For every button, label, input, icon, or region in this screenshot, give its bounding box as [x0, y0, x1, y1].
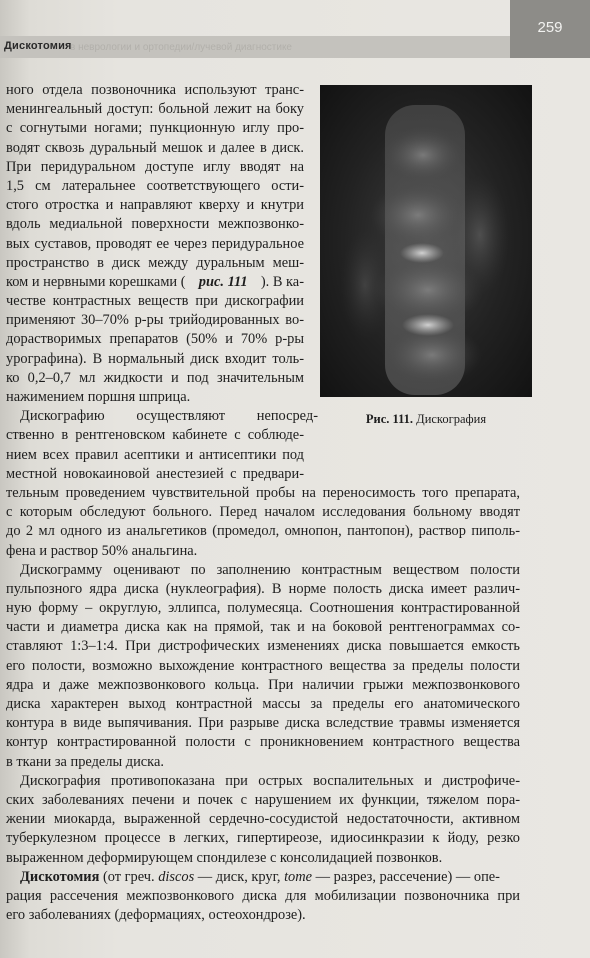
paragraph-5-definition — [6, 868, 520, 926]
text-line: его полости, возможно выхождение контрастного вещества за пределы полости — [6, 657, 520, 674]
text-line: пульпозного ядра диска (нуклеография). В норме полость диска имеет различ- — [6, 580, 520, 597]
paragraph-1 — [6, 81, 520, 407]
text-line: части и диаметра диска как на прямой, так и на боковой рентгенограммах со- — [6, 619, 520, 636]
text-line: 1,5 см латеральнее соответствующего ости- — [6, 177, 304, 194]
text-fragment: ). В ка- — [260, 273, 304, 290]
text-line: вдоль медиальной поверхности межпозвонко- — [6, 216, 304, 233]
text-line: диска характерен выход контрастной массы за пределы его анатомического — [6, 696, 520, 712]
definition-term-line — [20, 868, 500, 887]
text-line: его заболеваниях (деформациях, остеохондрозе). — [6, 907, 306, 924]
text-line: туберкулезном процессе в легких, гипертиреозе, идиосинкразии к йоду, резко — [6, 830, 520, 847]
text-line: Дискограмму оценивают по заполнению контрастным веществом полости — [20, 561, 520, 578]
text-line: местной новокаиновой анестезией с предвари- — [6, 465, 304, 482]
text-line: ного отдела позвоночника используют транс- — [6, 82, 304, 98]
figure-caption-text: Дискография — [413, 412, 487, 426]
text-line: нажимением поршня шприца. — [6, 389, 191, 405]
text-fragment: — разрез, рассечение) — опе- — [312, 868, 500, 885]
text-line: тельным проведением чувствительной пробы на переносимость того препарата, — [6, 484, 520, 501]
figure-caption-label: Рис. 111. — [365, 412, 414, 426]
text-line: дорастворимых препаратов (50% и 70% р-ры — [6, 331, 304, 348]
text-line: При перидуральном доступе иглу вводят на — [6, 158, 304, 175]
running-header-title: Дискотомия — [4, 40, 72, 52]
text-fragment: — диск, круг, — [194, 868, 285, 885]
text-line: рация рассечения межпозвонкового диска для мобилизации позвоночника при — [6, 887, 520, 904]
figure-reference: рис. 111 — [198, 273, 248, 290]
text-line: вых суставов, проводят ее через перидуральное — [6, 235, 304, 252]
text-line: пространство в диск между дуральным меш- — [6, 254, 304, 271]
text-line: контура в виде выпячивания. При разрыве диска вследствие травмы изменяется — [6, 715, 520, 732]
text-line: водят сквозь дуральный мешок и далее в диск. — [6, 139, 304, 156]
text-line: жении миокарда, выраженной сердечно-сосудистой недостаточности, активном — [6, 811, 520, 828]
text-line: Дискографию осуществляют непосред- — [20, 408, 318, 425]
text-line: ских заболеваниях печени и почек с нарушением их функции, тяжелом пора- — [6, 791, 520, 808]
text-line: с которым обследуют больного. Перед началом исследования больному вводят — [6, 504, 520, 521]
greek-word: tome — [284, 868, 313, 885]
text-line-with-figure-reference — [6, 273, 304, 292]
text-line: ственно в рентгеновском кабинете с соблюде- — [6, 427, 304, 444]
text-line: выраженном деформирующем спондилезе с консолидацией позвонков. — [6, 849, 443, 866]
body-text — [6, 81, 520, 925]
running-header-faded-text: в неврологии и ортопедии/лучевой диагностике — [70, 42, 292, 53]
text-line: с согнутыми ногами; пункционную иглу про- — [6, 120, 304, 137]
paragraph-2 — [6, 407, 520, 561]
text-line: ную форму – округлую, эллипса, полумесяца. Соотношения контрастированной — [6, 600, 520, 617]
paragraph-4 — [6, 772, 520, 868]
text-fragment: ком и нервными корешками ( — [6, 273, 186, 290]
paragraph-3 — [6, 561, 520, 772]
page-number: 259 — [537, 19, 563, 36]
text-line: стого отростка и направляют кверху и кнутри — [6, 197, 304, 214]
text-line: урографина). В нормальный диск входит толь- — [6, 350, 304, 367]
text-line: фена и раствор 50% анальгина. — [6, 542, 198, 559]
text-line-definition — [6, 868, 520, 887]
text-line: контур контрастированной полости с проникновением контрастного вещества — [6, 734, 520, 751]
text-line: Дискография противопоказана при острых воспалительных и дистрофиче- — [20, 772, 520, 789]
text-line: нием всех правил асептики и антисептики под — [6, 446, 304, 463]
text-line: в ткани за пределы диска. — [6, 753, 164, 770]
definition-term: Дискотомия — [20, 868, 100, 885]
text-line: применяют 30–70% р-ры трийодированных во- — [6, 312, 304, 329]
text-line: ко 0,2–0,7 мл жидкости и под значительным — [6, 369, 304, 386]
text-line: менингеальный доступ: больной лежит на боку — [6, 101, 304, 118]
text-line: честве контрастных веществ при дискографии — [6, 293, 304, 310]
text-line: ставляют 1:3–1:4. При дистрофических изменениях диска повышается емкость — [6, 638, 520, 655]
greek-word: discos — [158, 868, 195, 885]
text-line: до 2 мл одного из анальгетиков (промедол, омнопон, пантопон), раствор пиполь- — [6, 523, 520, 540]
text-line: ядра и даже межпозвонкового кольца. При наличии грыжи межпозвонкового — [6, 676, 520, 693]
text-fragment: (от греч. — [99, 868, 159, 885]
